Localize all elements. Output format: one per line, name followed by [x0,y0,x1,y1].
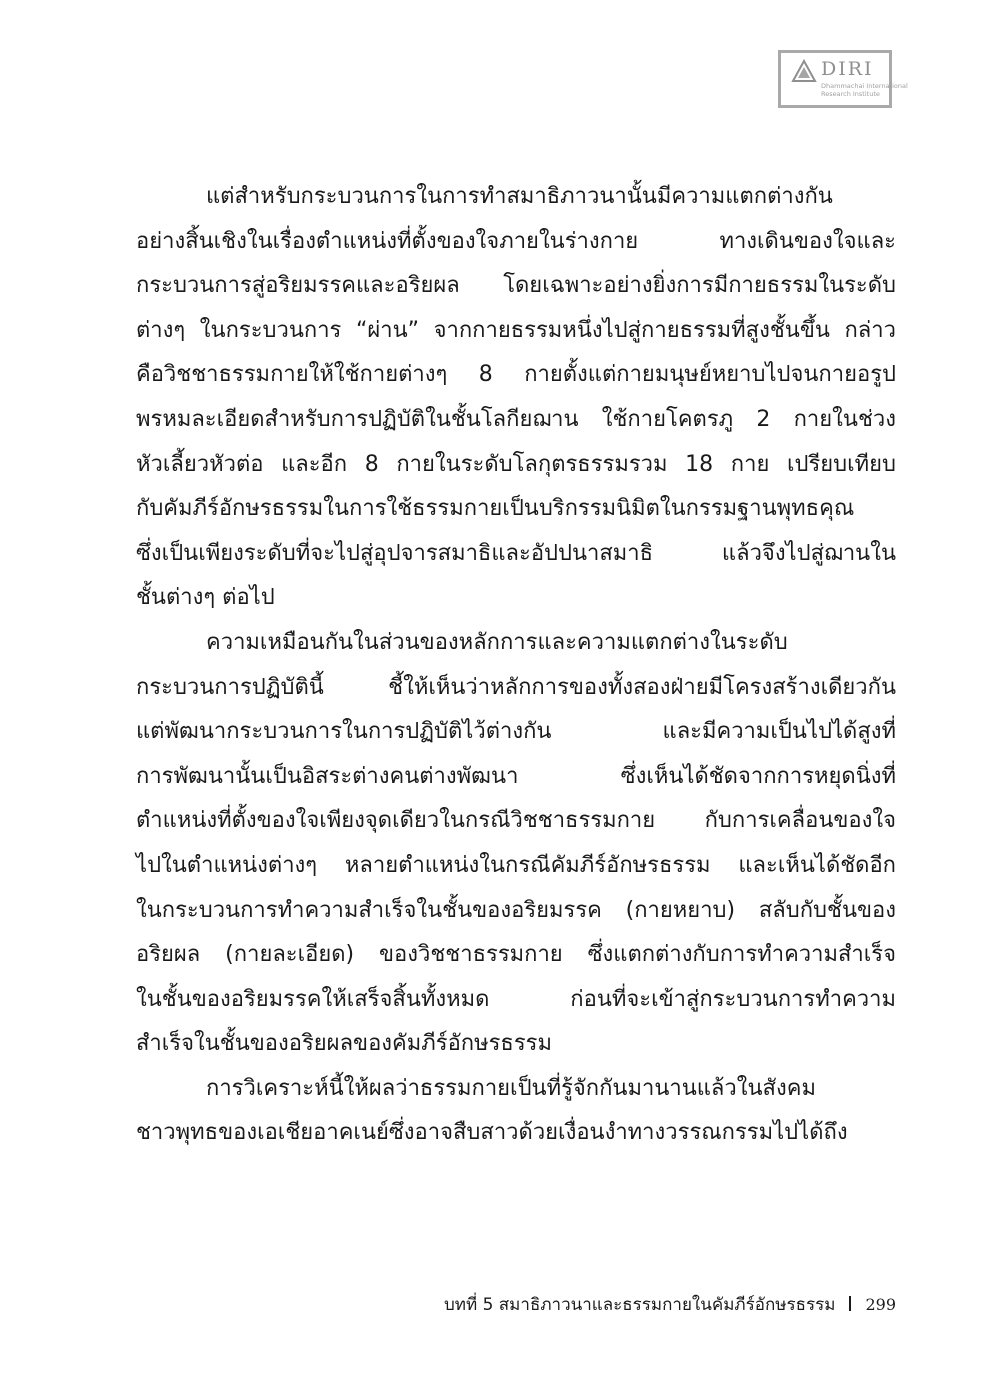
text-line: ต่างๆ ในกระบวนการ “ผ่าน” จากกายธรรมหนึ่งไปสู่กายธรรมที่สูงชั้นขึ้น กล่าว [136,317,896,343]
text-line: ชาวพุทธของเอเชียอาคเนย์ซึ่งอาจสืบสาวด้วยเงื่อนงำทางวรรณกรรมไปได้ถึง [136,1120,848,1146]
text-line: การวิเคราะห์นี้ให้ผลว่าธรรมกายเป็นที่รู้จักกันมานานแล้วในสังคม [206,1075,816,1101]
footer-divider [849,1296,851,1311]
text-line: อย่างสิ้นเชิงในเรื่องตำแหน่งที่ตั้งของใจภายในร่างกาย ทางเดินของใจและ [136,228,896,254]
body-text [136,175,896,1156]
paragraph [136,175,896,621]
text-line: แต่พัฒนากระบวนการในการปฏิบัติไว้ต่างกัน และมีความเป็นไปได้สูงที่ [136,719,896,745]
text-line: แต่สำหรับกระบวนการในการทำสมาธิภาวนานั้นมีความแตกต่างกัน [206,184,833,209]
text-line: กับคัมภีร์อักษรธรรมในการใช้ธรรมกายเป็นบริกรรมนิมิตในกรรมฐานพุทธคุณ [136,496,855,522]
text-line: ชั้นต่างๆ ต่อไป [136,585,275,611]
paragraph [136,621,896,1067]
diri-logo [778,50,908,108]
text-line: ซึ่งเป็นเพียงระดับที่จะไปสู่อุปจารสมาธิและอัปปนาสมาธิ แล้วจึงไปสู่ฌานใน [136,540,896,566]
text-line: กระบวนการปฏิบัตินี้ ชี้ให้เห็นว่าหลักการของทั้งสองฝ่ายมีโครงสร้างเดียวกัน [136,674,896,700]
text-line: ตำแหน่งที่ตั้งของใจเพียงจุดเดียวในกรณีวิชชาธรรมกาย กับการเคลื่อนของใจ [136,808,896,834]
chapter-title: บทที่ 5 สมาธิภาวนาและธรรมกายในคัมภีร์อักษรธรรม [443,1295,836,1315]
logo-subtitle: Dhammachai International Research Institute [821,82,908,98]
text-line: สำเร็จในชั้นของอริยผลของคัมภีร์อักษรธรรม [136,1031,552,1057]
text-line: คือวิชชาธรรมกายให้ใช้กายต่างๆ 8 กายตั้งแต่กายมนุษย์หยาบไปจนกายอรูป [136,362,896,388]
logo-wordmark: DIRI [821,58,874,80]
page-number: 299 [865,1295,896,1314]
text-line: กระบวนการสู่อริยมรรคและอริยผล โดยเฉพาะอย่างยิ่งการมีกายธรรมในระดับ [136,273,896,299]
paragraph [136,1067,896,1156]
text-line: ในชั้นของอริยมรรคให้เสร็จสิ้นทั้งหมด ก่อนที่จะเข้าสู่กระบวนการทำความ [136,986,896,1012]
page-footer [400,1292,896,1318]
text-line: อริยผล (กายละเอียด) ของวิชชาธรรมกาย ซึ่งแตกต่างกับการทำความสำเร็จ [136,942,896,968]
text-line: ไปในตำแหน่งต่างๆ หลายตำแหน่งในกรณีคัมภีร์อักษรธรรม และเห็นได้ชัดอีก [136,852,896,878]
triangle-logo-icon [791,59,817,83]
text-line: การพัฒนานั้นเป็นอิสระต่างคนต่างพัฒนา ซึ่งเห็นได้ชัดจากการหยุดนิ่งที่ [136,763,896,789]
text-line: ในกระบวนการทำความสำเร็จในชั้นของอริยมรรค (กายหยาบ) สลับกับชั้นของ [136,897,896,923]
text-line: ความเหมือนกันในส่วนของหลักการและความแตกต่างในระดับ [206,629,788,655]
text-line: พรหมละเอียดสำหรับการปฏิบัติในชั้นโลกียฌาน ใช้กายโคตรภู 2 กายในช่วง [136,406,896,432]
text-line: หัวเลี้ยวหัวต่อ และอีก 8 กายในระดับโลกุตรธรรมรวม 18 กาย เปรียบเทียบ [136,451,896,477]
